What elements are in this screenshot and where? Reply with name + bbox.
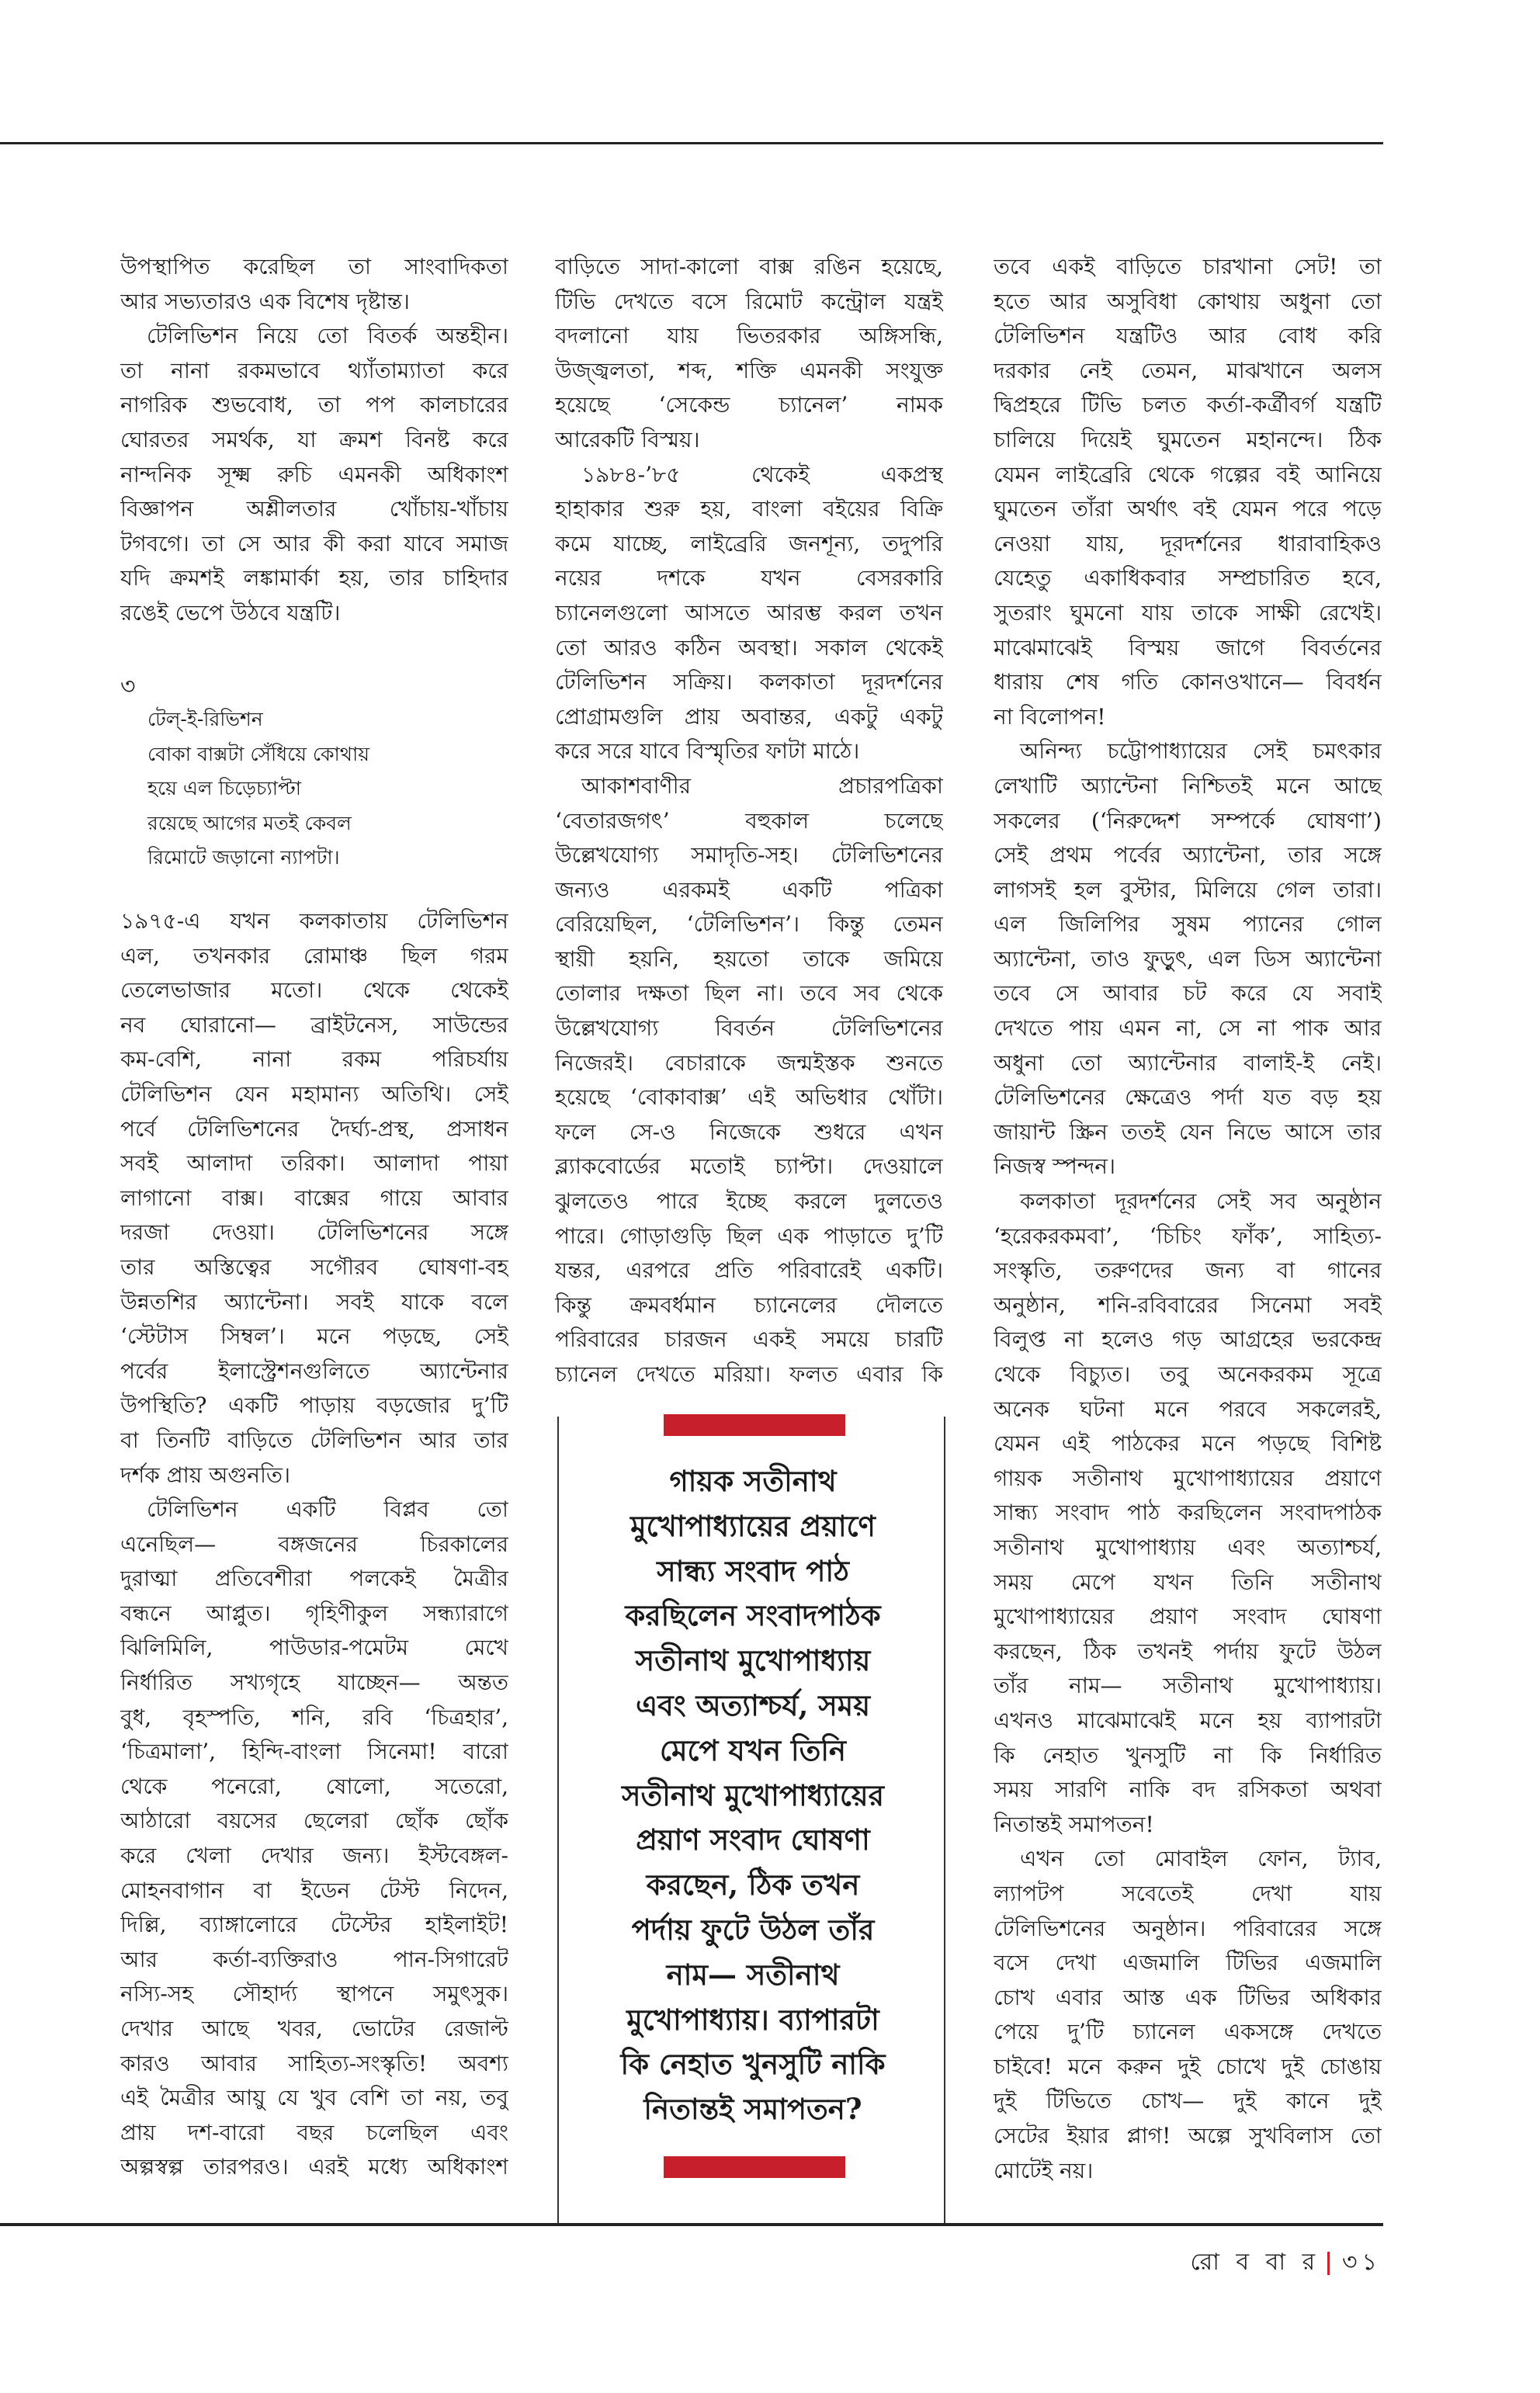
text-line: মাঝেমাঝেই বিস্ময় জাগে বিবর্তনের: [994, 634, 1382, 661]
text-line: হাহাকার শুরু হয়, বাংলা বইয়ের বিক্রি: [555, 496, 943, 522]
text-line: বুধ, বৃহস্পতি, শনি, রবি ‘চিত্রহার’,: [120, 1704, 508, 1730]
text-line: তেলেভাজার মতো। থেকে থেকেই: [120, 977, 508, 1004]
text-line: করছেন, ঠিক তখনই পর্দায় ফুটে উঠল: [994, 1638, 1382, 1664]
pull-quote-line: মুখোপাধ্যায়। ব্যাপারটা: [626, 2002, 879, 2037]
text-line: এখনও মাঝেমাঝেই মনে হয় ব্যাপারটা: [994, 1707, 1382, 1733]
text-line: বাড়িতে সাদা-কালো বাক্স রঙিন হয়েছে,: [555, 254, 943, 279]
text-line: মোহনবাগান বা ইডেন টেস্ট নিদেন,: [120, 1877, 508, 1903]
text-line: পারে। গোড়াগুড়ি ছিল এক পাড়াতে দু’টি: [555, 1223, 943, 1249]
text-line: যেমন এই পাঠকের মনে পড়ছে বিশিষ্ট: [994, 1431, 1382, 1457]
text-line: অনেক ঘটনা মনে পরবে সকলেরই,: [994, 1396, 1382, 1422]
text-line: সকলের (‘নিরুদ্দেশ সম্পর্কে ঘোষণা’): [994, 807, 1382, 834]
pull-quote-line: নাম— সতীনাথ: [666, 1957, 840, 1992]
text-line: ১৯৭৫-এ যখন কলকাতায় টেলিভিশন: [120, 908, 508, 934]
text-line: টেলিভিশনের অনুষ্ঠান। পরিবারের সঙ্গে: [994, 1915, 1382, 1941]
pull-quote-line: গায়ক সতীনাথ: [669, 1464, 837, 1498]
text-line: লেখাটি অ্যান্টেনা নিশ্চিতই মনে আছে: [994, 772, 1382, 799]
text-line: দরকার নেই তেমন, মাঝখানে অলস: [994, 357, 1382, 383]
text-line: নেওয়া যায়, দূরদর্শনের ধারাবাহিকও: [994, 530, 1382, 557]
text-line: টগবগে। তা সে আর কী করা যাবে সমাজ: [120, 530, 508, 557]
text-line: লাগসই হল বুস্টার, মিলিয়ে গেল তারা।: [994, 876, 1382, 903]
text-line: ‘হরেকরকমবা’, ‘চিচিং ফাঁক’, সাহিত্য-: [994, 1223, 1382, 1249]
text-line: বেরিয়েছিল, ‘টেলিভিশন’। কিন্তু তেমন: [555, 911, 943, 938]
text-line: দর্শক প্রায় অগুনতি।: [120, 1462, 291, 1488]
text-line: ঘুমতেন তাঁরা অর্থাৎ বই যেমন পরে পড়ে: [994, 496, 1382, 522]
text-line: ব্ল্যাকবোর্ডের মতোই চ্যাপ্টা। দেওয়ালে: [555, 1153, 943, 1180]
text-line: অল্পস্বল্প তারপরও। এরই মধ্যে অধিকাংশ: [120, 2154, 508, 2180]
poem: [147, 702, 369, 876]
text-line: নাগরিক শুভবোধ, তা পপ কালচারের: [120, 392, 508, 418]
text-line: নান্দনিক সূক্ষ্ম রুচি এমনকী অধিকাংশ: [120, 461, 508, 487]
pull-quote-line: প্রয়াণ সংবাদ ঘোষণা: [636, 1822, 870, 1857]
text-line: করে সরে যাবে বিস্মৃতির ফাটা মাঠে।: [555, 738, 860, 765]
paragraph: [994, 734, 1382, 1184]
text-line: জন্যও এরকমই একটি পত্রিকা: [555, 876, 943, 903]
text-line: মোটেই নয়।: [994, 2157, 1094, 2183]
text-line: নির্ধারিত সখ্যগৃহে যাচ্ছেন— অন্তত: [120, 1670, 508, 1696]
text-line: প্রায় দশ-বারো বছর চলেছিল এবং: [120, 2119, 508, 2145]
text-line: ঘোরতর সমর্থক, যা ক্রমশ বিনষ্ট করে: [120, 426, 508, 453]
text-line: টেলিভিশন যেন মহামান্য অতিথি। সেই: [120, 1080, 508, 1107]
text-line: সংস্কৃতি, তরুণদের জন্য বা গানের: [994, 1257, 1382, 1284]
text-line: এল জিলিপির সুষম প্যানের গোল: [994, 911, 1382, 938]
text-line: অনিন্দ্য চট্টোপাধ্যায়ের সেই চমৎকার: [1020, 738, 1382, 765]
pull-quote-left-divider: [557, 1417, 559, 2224]
text-line: নিতান্তই সমাপতন!: [994, 1811, 1154, 1837]
text-line: বিলুপ্ত না হলেও গড় আগ্রহের ভরকেন্দ্র: [994, 1327, 1382, 1353]
text-line: প্রোগ্রামগুলি প্রায় অবান্তর, একটু একটু: [555, 703, 943, 730]
text-line: তাঁর নাম— সতীনাথ মুখোপাধ্যায়।: [994, 1673, 1382, 1699]
paragraph: [120, 319, 508, 630]
pull-quote-bottom-bar: [664, 2156, 845, 2178]
text-line: এল, তখনকার রোমাঞ্চ ছিল গরম: [120, 942, 508, 969]
text-line: এনেছিল— বঙ্গজনের চিরকালের: [120, 1531, 508, 1557]
text-line: কম-বেশি, নানা রকম পরিচর্যায়: [120, 1046, 508, 1073]
paragraph: [120, 1493, 508, 2185]
text-line: আর সভ্যতারও এক বিশেষ দৃষ্টান্ত।: [120, 288, 410, 314]
text-line: যেমন লাইব্রেরি থেকে গল্পের বই আনিয়ে: [994, 461, 1382, 487]
text-line: কমে যাচ্ছে, লাইব্রেরি জনশূন্য, তদুপরি: [555, 530, 943, 557]
text-line: চালিয়ে দিয়েই ঘুমতেন মহানন্দে। ঠিক: [994, 426, 1382, 453]
text-line: যন্তর, এরপরে প্রতি পরিবারেই একটি।: [555, 1257, 943, 1284]
text-line: করে খেলা দেখার জন্য। ইস্টবেঙ্গল-: [120, 1843, 508, 1869]
text-line: তোলার দক্ষতা ছিল না। তবে সব থেকে: [555, 980, 943, 1007]
page-number: ৩১: [1342, 2249, 1382, 2276]
text-line: নিজেরই। বেচারাকে জন্মইস্তক শুনতে: [555, 1049, 943, 1076]
text-line: এই মৈত্রীর আয়ু যে খুব বেশি তা নয়, তবু: [120, 2085, 508, 2111]
poem-line: বোকা বাক্সটা সেঁধিয়ে কোথায়: [147, 742, 369, 765]
text-line: দেখতে পায় এমন না, সে না পাক আর: [994, 1015, 1382, 1042]
text-line: বা তিনটি বাড়িতে টেলিভিশন আর তার: [120, 1427, 508, 1453]
text-line: যেহেতু একাধিকবার সম্প্রচারিত হবে,: [994, 565, 1382, 591]
text-line: উল্লেখযোগ্য সমাদৃতি-সহ। টেলিভিশনের: [555, 842, 943, 869]
section-number: ৩: [120, 673, 136, 700]
text-line: টিভি দেখতে বসে রিমোট কন্ট্রোল যন্ত্রই: [555, 288, 943, 314]
text-line: দেখার আছে খবর, ভোটের রেজাল্ট: [120, 2016, 508, 2041]
text-line: টেলিভিশন একটি বিপ্লব তো: [147, 1496, 508, 1523]
text-line: টেলিভিশন যন্ত্রটিও আর বোধ করি: [994, 323, 1382, 349]
pull-quote-line: করছিলেন সংবাদপাঠক: [625, 1598, 881, 1633]
text-line: বসে দেখা এজমালি টিভির এজমালি: [994, 1950, 1382, 1976]
pull-quote-line: করছেন, ঠিক তখন: [646, 1868, 860, 1902]
text-line: কি নেহাত খুনসুটি না কি নির্ধারিত: [994, 1742, 1382, 1768]
poem-line: রয়েছে আগের মতই কেবল: [147, 811, 352, 834]
text-line: তা নানা রকমভাবে থ্যাঁতাম্যাতা করে: [120, 357, 508, 383]
text-line: টেলিভিশনের ক্ষেত্রেও পর্দা যত বড় হয়: [994, 1084, 1382, 1111]
text-line: তার অস্তিত্বের সগৌরব ঘোষণা-বহ: [120, 1254, 508, 1280]
text-line: ল্যাপটপ সবেতেই দেখা যায়: [994, 1880, 1382, 1906]
text-line: নয়ের দশকে যখন বেসরকারি: [555, 565, 943, 591]
text-line: থেকে পনেরো, ষোলো, সতেরো,: [120, 1773, 508, 1799]
text-line: যদি ক্রমশই লঙ্কামার্কা হয়, তার চাহিদার: [120, 565, 508, 591]
paragraph: [555, 458, 943, 769]
text-line: আর কর্তা-ব্যক্তিরাও পান-সিগারেট: [120, 1946, 508, 1972]
text-line: থেকে বিচ্যুত। তবু অনেকরকম সূত্রে: [994, 1361, 1382, 1387]
text-line: হয়েছে ‘বোকাবাক্স’ এই অভিধার খোঁটা।: [555, 1084, 943, 1111]
paragraph: [555, 250, 943, 458]
text-line: ‘চিত্রমালা’, হিন্দি-বাংলা সিনেমা! বারো: [120, 1739, 508, 1765]
text-line: ‘বেতারজগৎ’ বহুকাল চলেছে: [555, 807, 943, 834]
text-line: টেলিভিশন নিয়ে তো বিতর্ক অন্তহীন।: [147, 323, 508, 349]
paragraph: [994, 1842, 1382, 2188]
poem-line: রিমোটে জড়ানো ন্যাপটা।: [147, 846, 340, 869]
text-line: দিল্লি, ব্যাঙ্গালোরে টেস্টের হাইলাইট!: [120, 1912, 508, 1938]
text-line: আকাশবাণীর প্রচারপত্রিকা: [581, 772, 943, 799]
text-line: ধারায় শেষ গতি কোনওখানে— বিবর্ধন: [994, 669, 1382, 695]
footer-separator: |: [1324, 2249, 1338, 2276]
top-rule: [0, 142, 1383, 144]
text-line: বদলানো যায় ভিতরকার অঙ্গিসন্ধি,: [555, 323, 943, 349]
text-line: সময় মেপে যখন তিনি সতীনাথ: [994, 1569, 1382, 1595]
text-line: পর্বে টেলিভিশনের দৈর্ঘ্য-প্রস্থ, প্রসাধন: [120, 1115, 508, 1142]
text-line: সময় সারণি নাকি বদ রসিকতা অথবা: [994, 1777, 1382, 1803]
text-line: নস্যি-সহ সৌহার্দ্য স্থাপনে সমুৎসুক।: [120, 1981, 508, 2007]
text-line: দুরাত্মা প্রতিবেশীরা পলকেই মৈত্রীর: [120, 1566, 508, 1592]
text-line: স্থায়ী হয়নি, হয়তো তাকে জমিয়ে: [555, 945, 943, 972]
text-line: পেয়ে দু’টি চ্যানেল একসঙ্গে দেখতে: [994, 2019, 1382, 2045]
text-line: নিজস্ব স্পন্দন।: [994, 1153, 1116, 1180]
text-line: কিন্তু ক্রমবর্ধমান চ্যানেলের দৌলতে: [555, 1292, 943, 1318]
paragraph: [120, 904, 508, 1493]
text-line: এখন তো মোবাইল ফোন, ট্যাব,: [1020, 1846, 1382, 1872]
paragraph: [120, 250, 508, 319]
text-line: চাইবে! মনে করুন দুই চোখে দুই চোঙায়: [994, 2053, 1382, 2079]
text-line: সান্ধ্য সংবাদ পাঠ করছিলেন সংবাদপাঠক: [994, 1500, 1382, 1526]
text-line: টেলিভিশন সক্রিয়। কলকাতা দূরদর্শনের: [555, 669, 943, 695]
text-line: তো আরও কঠিন অবস্থা। সকাল থেকেই: [555, 634, 943, 661]
pull-quote-line: সতীনাথ মুখোপাধ্যায়: [635, 1643, 871, 1678]
text-line: হয়েছে ‘সেকেন্ড চ্যানেল’ নামক: [555, 392, 943, 418]
pull-quote-line: সতীনাথ মুখোপাধ্যায়ের: [622, 1777, 884, 1812]
text-line: লাগানো বাক্স। বাক্সের গায়ে আবার: [120, 1184, 508, 1211]
pull-quote-right-divider: [944, 1417, 945, 2224]
paragraph: [994, 250, 1382, 734]
paragraph: [555, 769, 943, 1392]
poem-line: হয়ে এল চিড়েচ্যাপ্টা: [147, 777, 302, 800]
text-line: রঙেই ভেপে উঠবে যন্ত্রটি।: [120, 599, 341, 626]
text-line: জায়ান্ট স্ক্রিন ততই যেন নিভে আসে তার: [994, 1118, 1382, 1145]
pull-quote: [574, 1459, 931, 2132]
text-line: বন্ধনে আপ্লুত। গৃহিণীকুল সন্ধ্যারাগে: [120, 1600, 508, 1626]
text-line: ঝিলিমিলি, পাউডার-পমেটম মেখে: [120, 1635, 508, 1661]
text-line: নব ঘোরানো— ব্রাইটনেস, সাউন্ডের: [120, 1011, 508, 1038]
text-line: অধুনা তো অ্যান্টেনার বালাই-ই নেই।: [994, 1049, 1382, 1076]
text-line: দুই টিভিতে চোখ— দুই কানে দুই: [994, 2088, 1382, 2114]
text-line: অ্যান্টেনা, তাও ফুড়ুৎ, এল ডিস অ্যান্টেনা: [994, 945, 1382, 972]
text-line: আরেকটি বিস্ময়।: [555, 426, 700, 453]
text-line: ‘স্টেটাস সিম্বল’। মনে পড়ছে, সেই: [120, 1323, 508, 1350]
text-line: সবই আলাদা তরিকা। আলাদা পায়া: [120, 1150, 508, 1177]
text-line: তবে একই বাড়িতে চারখানা সেট! তা: [994, 254, 1382, 279]
magazine-name: রো ব বা র: [1190, 2249, 1320, 2276]
column-1-continued: [120, 904, 508, 2185]
text-line: সেই প্রথম পর্বের অ্যান্টেনা, তার সঙ্গে: [994, 842, 1382, 869]
text-line: উজ্জ্বলতা, শব্দ, শক্তি এমনকী সংযুক্ত: [555, 357, 943, 383]
text-line: পর্বের ইলাস্ট্রেশনগুলিতে অ্যান্টেনার: [120, 1358, 508, 1384]
text-line: ১৯৮৪-’৮৫ থেকেই একপ্রস্থ: [581, 461, 943, 487]
text-line: দ্বিপ্রহরে টিভি চলত কর্তা-কর্ত্রীবর্গ যন্ত্রটি: [994, 392, 1382, 418]
column-3: [994, 250, 1382, 2188]
text-line: ফলে সে-ও নিজেকে শুধরে এখন: [555, 1118, 943, 1145]
pull-quote-line: এবং অত্যাশ্চর্য, সময়: [635, 1687, 871, 1722]
text-line: উপস্থিতি? একটি পাড়ায় বড়জোর দু’টি: [120, 1392, 508, 1419]
column-2: [555, 250, 943, 1392]
text-line: উন্নতশির অ্যান্টেনা। সবই যাকে বলে: [120, 1288, 508, 1315]
text-line: ঝুলতেও পারে ইচ্ছে করলে দুলতেও: [555, 1188, 943, 1215]
column-1: [120, 250, 508, 631]
text-line: সতীনাথ মুখোপাধ্যায় এবং অত্যাশ্চর্য,: [994, 1534, 1382, 1560]
paragraph: [994, 1184, 1382, 1842]
pull-quote-line: মেপে যখন তিনি: [659, 1732, 847, 1767]
text-line: না বিলোপন!: [994, 703, 1106, 730]
pull-quote-line: নিতান্তই সমাপতন?: [643, 2092, 862, 2127]
text-line: কারও আবার সাহিত্য-সংস্কৃতি! অবশ্য: [120, 2050, 508, 2076]
text-line: কলকাতা দূরদর্শনের সেই সব অনুষ্ঠান: [1020, 1188, 1382, 1215]
pull-quote-line: সান্ধ্য সংবাদ পাঠ: [657, 1553, 849, 1588]
text-line: চ্যানেল দেখতে মরিয়া। ফলত এবার কি: [555, 1361, 943, 1387]
text-line: হতে আর অসুবিধা কোথায় অধুনা তো: [994, 288, 1382, 314]
text-line: সুতরাং ঘুমনো যায় তাকে সাক্ষী রেখেই।: [994, 599, 1382, 626]
page-footer: [1191, 2243, 1382, 2283]
text-line: পরিবারের চারজন একই সময়ে চারটি: [555, 1327, 943, 1353]
pull-quote-line: মুখোপাধ্যায়ের প্রয়াণে: [630, 1508, 876, 1543]
text-line: মুখোপাধ্যায়ের প্রয়াণ সংবাদ ঘোষণা: [994, 1604, 1382, 1630]
text-line: গায়ক সতীনাথ মুখোপাধ্যায়ের প্রয়াণে: [994, 1465, 1382, 1491]
bottom-rule: [0, 2223, 1383, 2226]
pull-quote-top-bar: [664, 1414, 845, 1436]
text-line: চ্যানেলগুলো আসতে আরম্ভ করল তখন: [555, 599, 943, 626]
text-line: বিজ্ঞাপন অশ্লীলতার খোঁচায়-খাঁচায়: [120, 496, 508, 522]
poem-line: টেল্-ই-রিভিশন: [147, 708, 263, 730]
pull-quote-line: কি নেহাত খুনসুটি নাকি: [620, 2047, 886, 2082]
text-line: উপস্থাপিত করেছিল তা সাংবাদিকতা: [120, 254, 508, 279]
text-line: উল্লেখযোগ্য বিবর্তন টেলিভিশনের: [555, 1015, 943, 1042]
text-line: অনুষ্ঠান, শনি-রবিবারের সিনেমা সবই: [994, 1292, 1382, 1318]
pull-quote-line: পর্দায় ফুটে উঠল তাঁর: [631, 1912, 875, 1947]
text-line: সেটের ইয়ার প্লাগ! অল্পে সুখবিলাস তো: [994, 2123, 1382, 2149]
text-line: তবে সে আবার চট করে যে সবাই: [994, 980, 1382, 1007]
text-line: চোখ এবার আস্ত এক টিভির অধিকার: [994, 1984, 1382, 2010]
text-line: আঠারো বয়সের ছেলেরা ছোঁক ছোঁক: [120, 1808, 508, 1834]
text-line: দরজা দেওয়া। টেলিভিশনের সঙ্গে: [120, 1219, 508, 1246]
